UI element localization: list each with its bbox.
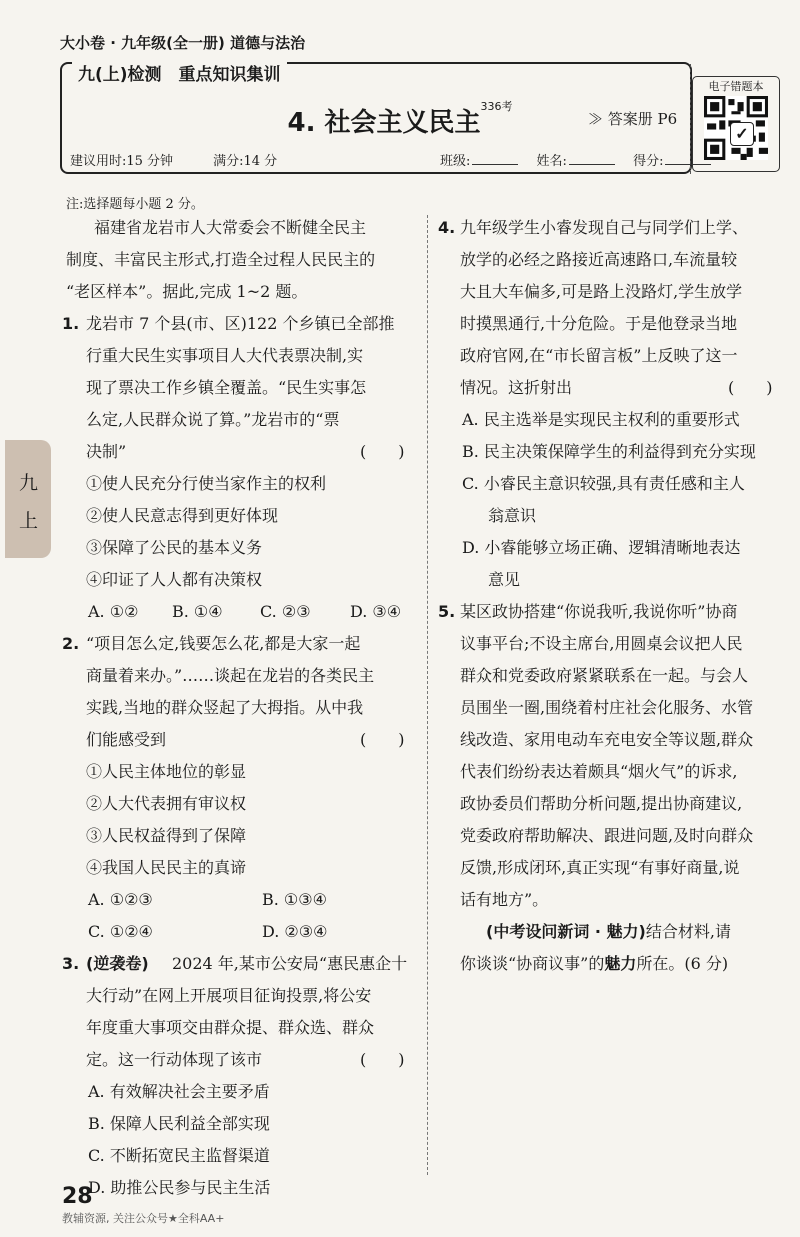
task-text: 结合材料,请: [645, 922, 731, 941]
answer-bracket[interactable]: ( ): [360, 1050, 405, 1069]
question-text-line: 2024 年,某市公安局“惠民惠企十: [172, 954, 408, 973]
qr-label: 电子错题本: [708, 80, 764, 93]
time-score-info: [70, 150, 277, 169]
question-number: 4.: [438, 218, 456, 237]
choice-c[interactable]: C. ②③: [260, 602, 311, 621]
choice-b[interactable]: B. ①④: [172, 602, 223, 621]
task-tag: (中考设问新词 · 魅力): [486, 922, 646, 941]
question-number: 1.: [62, 314, 80, 333]
question-text-line: 时摸黑通行,十分危险。于是他登录当地: [460, 314, 738, 333]
question-text-line: 决制”: [86, 442, 127, 461]
page-title: [0, 102, 800, 139]
instruction-note: 注:选择题每小题 2 分。: [66, 197, 204, 212]
choice-b[interactable]: B. 民主决策保障学生的利益得到充分实现: [462, 442, 756, 461]
answer-bracket[interactable]: ( ): [360, 442, 405, 461]
question-text-line: 员围坐一圈,围绕着村庄社会化服务、水管: [460, 698, 754, 717]
choice-d-cont[interactable]: 意见: [488, 570, 521, 589]
choice-c[interactable]: C. 小睿民主意识较强,具有责任感和主人: [462, 474, 745, 493]
question-text-line: 们能感受到: [86, 730, 167, 749]
title-sup: 336考: [480, 100, 513, 113]
section-label: 九(上)检测 重点知识集训: [72, 60, 287, 85]
question-text-line: 情况。这折射出: [460, 378, 573, 397]
question-text-line: 反馈,形成闭环,真正实现“有事好商量,说: [460, 858, 740, 877]
question-text-line: 线改造、家用电动车充电安全等议题,群众: [460, 730, 754, 749]
intro-line: 制度、丰富民主形式,打造全过程人民民主的: [66, 250, 376, 269]
check-icon: ✓: [730, 122, 754, 146]
statement-option: ④我国人民民主的真谛: [86, 858, 247, 877]
question-text-line: 么定,人民群众说了算。”龙岩市的“票: [86, 410, 340, 429]
question-text-line: 大行动”在网上开展项目征询投票,将公安: [86, 986, 372, 1005]
answer-bracket[interactable]: ( ): [360, 730, 405, 749]
choice-c[interactable]: C. ①②④: [88, 922, 153, 941]
statement-option: ③保障了公民的基本义务: [86, 538, 263, 557]
question-text-line: 群众和党委政府紧紧联系在一起。与会人: [460, 666, 749, 685]
question-number: 5.: [438, 602, 456, 621]
student-fillin: [440, 150, 725, 169]
task-prompt: [486, 922, 731, 942]
statement-option: ②人大代表拥有审议权: [86, 794, 247, 813]
choice-d[interactable]: D. 小睿能够立场正确、逻辑清晰地表达: [462, 538, 741, 557]
book-series: 大小卷 · 九年级(全一册) 道德与法治: [60, 34, 306, 52]
choice-d[interactable]: D. 助推公民参与民主生活: [88, 1178, 271, 1197]
page-number: 28: [62, 1184, 93, 1209]
score-info: 满分:14 分: [213, 154, 278, 169]
choice-a[interactable]: A. ①②: [88, 602, 139, 621]
statement-option: ①人民主体地位的彰显: [86, 762, 247, 781]
task-keyword: 魅力: [604, 954, 637, 973]
choice-d[interactable]: D. ③④: [350, 602, 402, 621]
question-text-line: 九年级学生小睿发现自己与同学们上学、: [460, 218, 749, 237]
statement-option: ②使人民意志得到更好体现: [86, 506, 279, 525]
side-tab-top: 九: [19, 472, 39, 494]
statement-option: ①使人民充分行使当家作主的权利: [86, 474, 327, 493]
task-text: 你谈谈“协商议事”的: [460, 954, 605, 973]
question-text-line: 实践,当地的群众竖起了大拇指。从中我: [86, 698, 364, 717]
choice-a[interactable]: A. 有效解决社会主要矛盾: [88, 1082, 270, 1101]
question-text-line: 放学的必经之路接近高速路口,车流量较: [460, 250, 738, 269]
question-text-line: 年度重大事项交由群众提、群众选、群众: [86, 1018, 375, 1037]
class-label: 班级:: [440, 154, 471, 169]
score-label: 得分:: [633, 154, 664, 169]
question-number: 2.: [62, 634, 80, 653]
side-tab-bottom: 上: [19, 510, 39, 532]
grade-side-tab: [5, 440, 51, 558]
statement-option: ③人民权益得到了保障: [86, 826, 247, 845]
question-text-line: 大且大车偏多,可是路上没路灯,学生放学: [460, 282, 743, 301]
title-text: 4. 社会主义民主: [287, 108, 481, 138]
question-text-line: 政协委员们帮助分析问题,提出协商建议,: [460, 794, 743, 813]
question-text-line: 话有地方”。: [460, 890, 549, 909]
question-text-line: 某区政协搭建“你说我听,我说你听”协商: [460, 602, 738, 621]
question-tag: (逆袭卷): [86, 954, 149, 973]
time-info: 建议用时:15 分钟: [70, 154, 174, 169]
question-text-line: “项目怎么定,钱要怎么花,都是大家一起: [86, 634, 361, 653]
question-text-line: 议事平台;不设主席台,用圆桌会议把人民: [460, 634, 743, 653]
question-text-line: 龙岩市 7 个县(市、区)122 个乡镇已全部推: [86, 314, 395, 333]
intro-line: 福建省龙岩市人大常委会不断健全民主: [94, 218, 367, 237]
question-text-line: 商量着来办。”……谈起在龙岩的各类民主: [86, 666, 375, 685]
question-text-line: 政府官网,在“市长留言板”上反映了这一: [460, 346, 738, 365]
question-text-line: 定。这一行动体现了该市: [86, 1050, 263, 1069]
name-blank[interactable]: [569, 164, 615, 165]
choice-a[interactable]: A. 民主选举是实现民主权利的重要形式: [462, 410, 740, 429]
name-label: 姓名:: [536, 154, 567, 169]
question-text-line: 党委政府帮助解决、跟进问题,及时向群众: [460, 826, 754, 845]
choice-c[interactable]: C. 不断拓宽民主监督渠道: [88, 1146, 270, 1165]
choice-c-cont[interactable]: 翁意识: [488, 506, 537, 525]
choice-d[interactable]: D. ②③④: [262, 922, 328, 941]
question-text-line: 代表们纷纷表达着颇具“烟火气”的诉求,: [460, 762, 738, 781]
task-prompt: [460, 954, 728, 974]
choice-b[interactable]: B. ①③④: [262, 890, 327, 909]
intro-line: “老区样本”。据此,完成 1~2 题。: [66, 282, 308, 301]
column-divider: [427, 215, 428, 1175]
question-text-line: 现了票决工作乡镇全覆盖。“民生实事怎: [86, 378, 367, 397]
question-text-line: 行重大民生实事项目人大代表票决制,实: [86, 346, 364, 365]
answer-reference: ≫ 答案册 P6: [588, 110, 678, 128]
class-blank[interactable]: [472, 164, 518, 165]
answer-bracket[interactable]: ( ): [728, 378, 773, 397]
choice-a[interactable]: A. ①②③: [88, 890, 153, 909]
question-number: 3.: [62, 954, 80, 973]
footer-text: 教辅资源, 关注公众号★全科AA+: [62, 1212, 225, 1225]
statement-option: ④印证了人人都有决策权: [86, 570, 263, 589]
task-text: 所在。(6 分): [636, 954, 729, 973]
choice-b[interactable]: B. 保障人民利益全部实现: [88, 1114, 270, 1133]
